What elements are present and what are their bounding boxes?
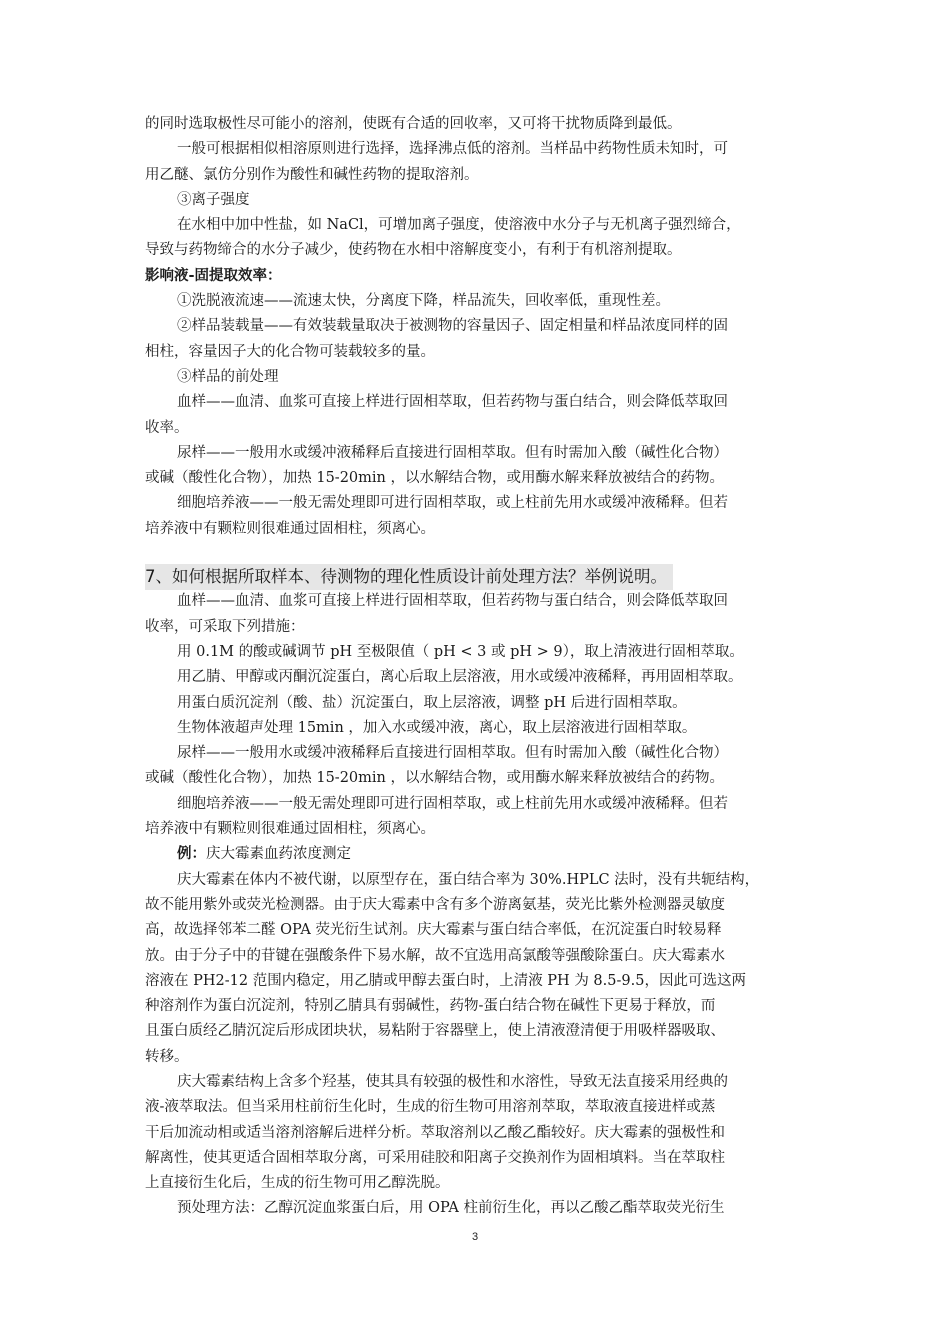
text-line: 收率。: [145, 419, 189, 436]
text-line: 生物体液超声处理 15min ，加入水或缓冲液，离心，取上层溶液进行固相萃取。: [177, 719, 697, 736]
text-line: 液-液萃取法。但当采用柱前衍生化时，生成的衍生物可用溶剂萃取，萃取液直接进样或蒸: [145, 1099, 716, 1116]
text-line: 用蛋白质沉淀剂（酸、盐）沉淀蛋白，取上层溶液，调整 pH 后进行固相萃取。: [177, 694, 687, 711]
text-line: 在水相中加中性盐，如 NaCl，可增加离子强度，使溶液中水分子与无机离子强烈缔合，: [177, 217, 741, 234]
text-line: 或碱（酸性化合物），加热 15-20min ，以水解结合物，或用酶水解来释放被结合的药物。: [145, 470, 724, 487]
text-line: 的同时选取极性尽可能小的溶剂，使既有合适的回收率，又可将干扰物质降到最低。: [145, 116, 682, 132]
section-heading: 影响液-固提取效率：: [145, 267, 282, 284]
text-line: 培养液中有颗粒则很难通过固相柱，须离心。: [145, 821, 435, 838]
text-line: 用乙腈、甲醇或丙酮沉淀蛋白，离心后取上层溶液，用水或缓冲液稀释，再用固相萃取。: [177, 669, 743, 686]
text-line: 尿样——一般用水或缓冲液稀释后直接进行固相萃取。但有时需加入酸（碱性化合物）: [177, 444, 728, 461]
text-line: 故不能用紫外或荧光检测器。由于庆大霉素中含有多个游离氨基，荧光比紫外检测器灵敏度: [145, 896, 725, 913]
text-line: 庆大霉素在体内不被代谢，以原型存在，蛋白结合率为 30%.HPLC 法时，没有共轭结构，: [177, 871, 760, 888]
text-line: 一般可根据相似相溶原则进行选择，选择沸点低的溶剂。当样品中药物性质未知时，可: [177, 141, 728, 158]
text-line: 用乙醚、氯仿分别作为酸性和碱性药物的提取溶剂。: [145, 166, 479, 183]
paragraph-block: [145, 868, 807, 1222]
example-line: [145, 842, 807, 867]
text-line: 细胞培养液——一般无需处理即可进行固相萃取，或上柱前先用水或缓冲液稀释。但若: [177, 795, 728, 812]
text-line: ③样品的前处理: [177, 368, 279, 385]
text-line: ②样品装载量——有效装载量取决于被测物的容量因子、固定相量和样品浓度同样的固: [177, 318, 728, 335]
page-number: 3: [471, 1231, 479, 1243]
text-line: 放。由于分子中的苷键在强酸条件下易水解，故不宜选用高氯酸等强酸除蛋白。庆大霉素水: [145, 947, 725, 964]
text-line: 血样——血清、血浆可直接上样进行固相萃取，但若药物与蛋白结合，则会降低萃取回: [177, 593, 728, 610]
text-line: 种溶剂作为蛋白沉淀剂，特别乙腈具有弱碱性，药物-蛋白结合物在碱性下更易于释放，而: [145, 998, 716, 1015]
paragraph-block: [145, 112, 807, 264]
spacer: [145, 542, 807, 564]
text-line: 转移。: [145, 1048, 189, 1065]
text-line: 或碱（酸性化合物），加热 15-20min ，以水解结合物，或用酶水解来释放被结合的药物。: [145, 770, 724, 787]
text-line: 解离性，使其更适合固相萃取分离，可采用硅胶和阳离子交换剂作为固相填料。当在萃取柱: [145, 1149, 725, 1166]
text-line: 庆大霉素结构上含多个羟基，使其具有较强的极性和水溶性，导致无法直接采用经典的: [177, 1073, 728, 1090]
question-row: [145, 564, 807, 589]
text-line: 培养液中有颗粒则很难通过固相柱，须离心。: [145, 520, 435, 537]
text-line: 高，故选择邻苯二醛 OPA 荧光衍生试剂。庆大霉素与蛋白结合率低，在沉淀蛋白时较易释: [145, 922, 722, 939]
text-line: 尿样——一般用水或缓冲液稀释后直接进行固相萃取。但有时需加入酸（碱性化合物）: [177, 745, 728, 762]
paragraph-block: [145, 289, 807, 542]
text-line: ③离子强度: [177, 191, 250, 208]
example-title: 庆大霉素血药浓度测定: [206, 846, 351, 863]
text-line: ①洗脱液流速——流速太快，分离度下降，样品流失，回收率低，重现性差。: [177, 293, 670, 310]
text-line: 血样——血清、血浆可直接上样进行固相萃取，但若药物与蛋白结合，则会降低萃取回: [177, 394, 728, 411]
text-line: 预处理方法：乙醇沉淀血浆蛋白后，用 OPA 柱前衍生化，再以乙酸乙酯萃取荧光衍生: [177, 1200, 725, 1217]
text-line: 上直接衍生化后，生成的衍生物可用乙醇洗脱。: [145, 1175, 450, 1192]
text-line: 导致与药物缔合的水分子减少，使药物在水相中溶解度变小，有利于有机溶剂提取。: [145, 242, 682, 259]
text-line: 用 0.1M 的酸或碱调节 pH 至极限值（ pH < 3 或 pH > 9），取上清液进行固相萃取。: [177, 643, 744, 660]
text-line: 收率，可采取下列措施：: [145, 618, 305, 635]
paragraph-block: [145, 589, 807, 842]
example-label: 例：: [177, 846, 206, 863]
text-line: 溶液在 PH2-12 范围内稳定，用乙腈或甲醇去蛋白时，上清液 PH 为 8.5-9.5，因此可选这两: [145, 972, 746, 989]
document-page: [145, 112, 807, 1222]
question-heading: 7、如何根据所取样本、待测物的理化性质设计前处理方法？举例说明。: [145, 564, 673, 590]
text-line: 相柱，容量因子大的化合物可装载较多的量。: [145, 343, 435, 360]
text-line: 细胞培养液——一般无需处理即可进行固相萃取，或上柱前先用水或缓冲液稀释。但若: [177, 495, 728, 512]
text-line: 干后加流动相或适当溶剂溶解后进样分析。萃取溶剂以乙酸乙酯较好。庆大霉素的强极性和: [145, 1124, 725, 1141]
text-line: 且蛋白质经乙腈沉淀后形成团块状，易粘附于容器壁上，使上清液澄清便于用吸样器吸取、: [145, 1023, 725, 1040]
